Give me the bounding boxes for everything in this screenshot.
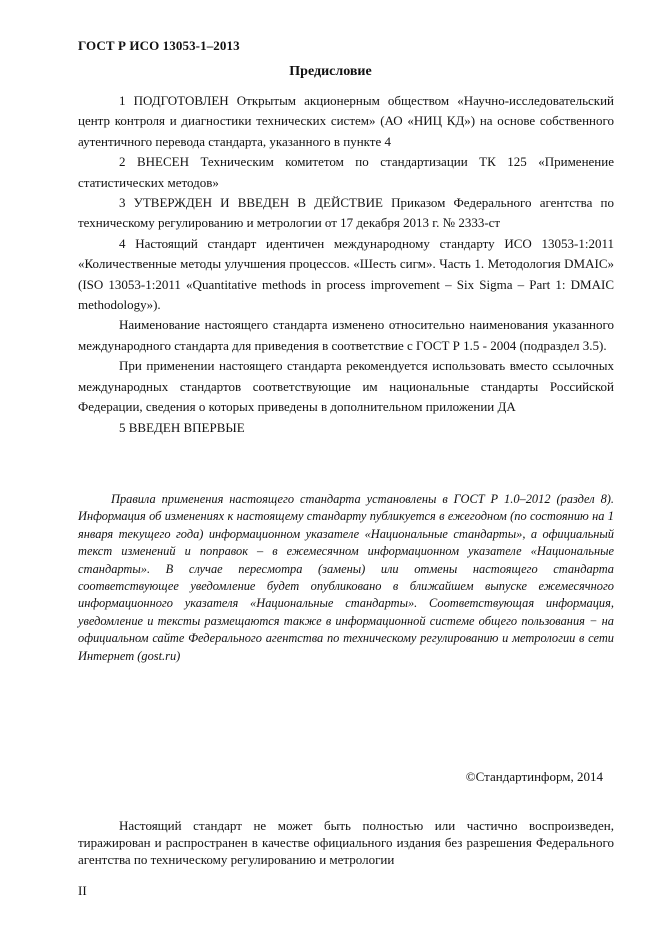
reproduction-rights-notice: Настоящий стандарт не может быть полностью или частично воспроизведен, тиражирован и распространен в качестве официального издания без разрешения Федерального агентства по техническому регулированию и метрологии [78,818,614,867]
paragraph-name-changed: Наименование настоящего стандарта изменено относительно наименования указанного международного стандарта для приведения в соответствие с ГОСТ Р 1.5 - 2004 (подраздел 3.5). [78,317,614,353]
paragraph-identical-standard: 4 Настоящий стандарт идентичен международному стандарту ИСО 13053-1:2011 «Количественные методы улучшения процессов. «Шесть сигм». Часть 1. Методология DMAIC» (ISO 13053-1:2011 «Quantitative methods in process improvement – Six Sigma – Part 1: DMAIC methodology»). [78,235,614,313]
document-header: ГОСТ Р ИСО 13053-1–2013 [78,38,240,53]
application-rules-notice: Правила применения настоящего стандарта установлены в ГОСТ Р 1.0–2012 (раздел 8). Информация об изменениях к настоящему стандарту публикуется в ежегодном (по состоянию на 1 января текущего года) информационном указателе «Национальные стандарты», а официальный текст изменений и поправок – в ежемесячном информационном указателе «Национальные стандарты». В случае пересмотра (замены) или отмены настоящего стандарта соответствующее уведомление будет опубликовано в ближайшем выпуске ежемесячного информационного указателя «Национальные стандарты». Соответствующая информация, уведомление и тексты размещаются также в информационной системе общего пользования − на официальном сайте Федерального агентства по техническому регулированию и метрологии в сети Интернет (gost.ru) [78,492,614,663]
page-number: II [78,883,87,898]
paragraph-national-standards: При применении настоящего стандарта рекомендуется использовать вместо ссылочных международных стандартов соответствующие им национальные стандарты Российской Федерации, сведения о которых приведены в дополнительном приложении ДА [78,358,614,415]
paragraph-introduced-first: 5 ВВЕДЕН ВПЕРВЫЕ [119,419,245,435]
section-title: Предисловие [289,64,372,79]
copyright-notice: ©Стандартинформ, 2014 [465,769,603,784]
preface-body [78,91,614,438]
paragraph-prepared-by: 1 ПОДГОТОВЛЕН Открытым акционерным обществом «Научно-исследовательский центр контроля и диагностики технических систем» (АО «НИЦ КД») на основе собственного аутентичного перевода стандарта, указанного в пункте 4 [78,93,614,149]
paragraph-approved: 3 УТВЕРЖДЕН И ВВЕДЕН В ДЕЙСТВИЕ Приказом Федерального агентства по техническому регулированию и метрологии от 17 декабря 2013 г. № 2333-ст [78,195,614,231]
paragraph-introduced-by: 2 ВНЕСЕН Техническим комитетом по стандартизации ТК 125 «Применение статистических методов» [78,154,614,190]
